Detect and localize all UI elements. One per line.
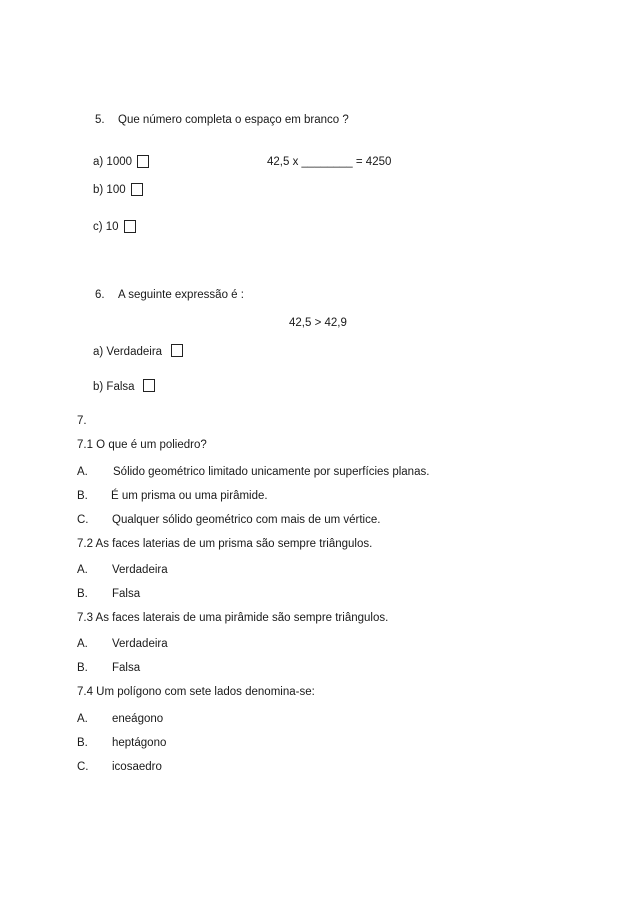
q6-option-b: b) Falsa	[93, 381, 135, 393]
q73-option-b-marker: B.	[77, 662, 88, 674]
q5-number: 5.	[95, 114, 105, 126]
q73-text: 7.3 As faces laterais de uma pirâmide são sempre triângulos.	[77, 612, 389, 624]
q7-number: 7.	[77, 415, 87, 427]
q71-text: 7.1 O que é um poliedro?	[77, 439, 207, 451]
q6-text: A seguinte expressão é :	[118, 289, 244, 301]
q6-number: 6.	[95, 289, 105, 301]
q73-option-a-text: Verdadeira	[112, 638, 168, 650]
q72-option-b-text: Falsa	[112, 588, 141, 600]
q5-option-c: c) 10	[93, 221, 119, 233]
q74-option-c-marker: C.	[77, 761, 89, 773]
q73-option-b-text: Falsa	[112, 662, 141, 674]
q6-option-b-checkbox[interactable]	[143, 379, 155, 392]
q71-option-c-text: Qualquer sólido geométrico com mais de um vértice.	[112, 514, 381, 526]
q71-option-b-text: É um prisma ou uma pirâmide.	[111, 490, 268, 502]
q5-option-b-checkbox[interactable]	[131, 183, 143, 196]
q72-text: 7.2 As faces laterias de um prisma são sempre triângulos.	[77, 538, 373, 550]
q5-equation: 42,5 x ________ = 4250	[267, 156, 392, 168]
q74-text: 7.4 Um polígono com sete lados denomina-se:	[77, 686, 315, 698]
q71-option-a-text: Sólido geométrico limitado unicamente por superfícies planas.	[113, 466, 430, 478]
q72-option-a-text: Verdadeira	[112, 564, 168, 576]
q71-option-b-marker: B.	[77, 490, 88, 502]
q74-option-b-marker: B.	[77, 737, 88, 749]
q5-text: Que número completa o espaço em branco ?	[118, 114, 349, 126]
q5-option-b: b) 100	[93, 184, 126, 196]
q71-option-a-marker: A.	[77, 466, 88, 478]
q74-option-a-text: eneágono	[112, 713, 164, 725]
q6-option-a-checkbox[interactable]	[171, 344, 183, 357]
q5-option-a: a) 1000	[93, 156, 133, 168]
q6-expression: 42,5 > 42,9	[289, 317, 347, 329]
q72-option-b-marker: B.	[77, 588, 88, 600]
q74-option-c-text: icosaedro	[112, 761, 162, 773]
q5-option-a-checkbox[interactable]	[137, 155, 149, 168]
q6-option-a: a) Verdadeira	[93, 346, 163, 358]
q72-option-a-marker: A.	[77, 564, 88, 576]
q73-option-a-marker: A.	[77, 638, 88, 650]
q74-option-b-text: heptágono	[112, 737, 167, 749]
q74-option-a-marker: A.	[77, 713, 88, 725]
q5-option-c-checkbox[interactable]	[124, 220, 136, 233]
q71-option-c-marker: C.	[77, 514, 89, 526]
